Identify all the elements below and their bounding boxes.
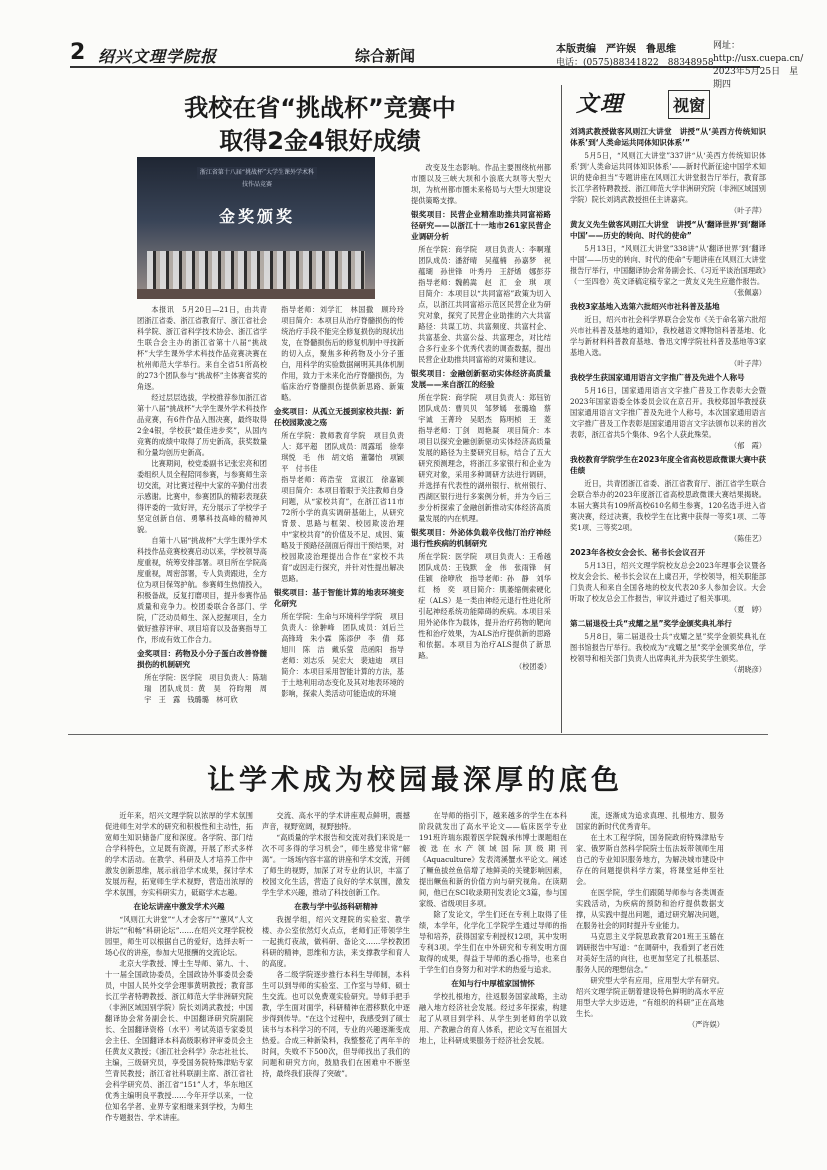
editor-info [556, 40, 714, 70]
subheading: 银奖项目：基于智能计算的地表环境变化研究 [274, 588, 404, 608]
byline: （校团委） [515, 662, 551, 671]
sidebar-item-source: （叶子萍） [730, 359, 766, 368]
subheading: 在论坛讲座中激发学术兴趣 [133, 902, 225, 911]
section-divider [68, 734, 768, 735]
section-name: 综合新闻 [355, 47, 416, 65]
sidebar-item-title: 我校3家基地入选第六批绍兴市社科普及基地 [570, 302, 720, 311]
paragraph: 除了发论文，学生们还在专利上取得了佳绩，本学年，化学化工学院学生通过导师的指导和培养，获得国家专利授权12项，其中发明专利3项。学生们在中外研究和专利发明方面取得的成果，得益于导师的悉心指导，也来自于学生们自身努力和对学术的热爱与追求。 [419, 910, 567, 974]
bottom-column-2 [262, 810, 410, 1165]
sidebar-item-title: 我校教育学院学生在2023年度全省高校思政微课大赛中获佳绩 [570, 455, 766, 475]
subheading: 在教与学中弘扬科研精神 [294, 902, 378, 911]
paragraph: 在导师的指引下，越来越多的学生在本科阶段就发出了高水平论文——临床医学专业191班许瑞东跟着医学院魏承伟博士课题组在被选在水产领域国际顶级期刊《Aquaculture》发表湾溪蟹水平论文。阐述了鳜鱼拔丝鱼倍增了地鲜美的关键影响因素，提出鳜鱼和新的价值方向与研究视角。在读期间，他已在SCI收录期刊发表论文3篇，参与国家级、省级项目多项。 [419, 811, 567, 908]
photo-caption: 金奖颁奖 [218, 207, 295, 226]
date-line: 2023年5月25日 星期四 [713, 67, 799, 90]
subheading: 金奖项目：从孤立无援到家校共振：新任校园欺凌之殇 [274, 407, 404, 427]
paragraph: 流，逐渐成为追求真理、扎根地方、服务国家的新时代优秀青年。 [576, 811, 724, 831]
bottom-column-4 [576, 810, 724, 1165]
main-column-2 [274, 304, 412, 729]
paragraph: 在医学院，学生们跟随导师参与各类调查实践活动，为疾病的预防和治疗提供数据支撑，从实践中提出问题，通过研究解决问题，在服务社会的同时提升专业能力。 [576, 888, 724, 930]
sidebar-item [570, 301, 766, 369]
paragraph: 经过层层选拔，学校推荐参加浙江省第十八届“挑战杯”大学生课外学术科技作品竞赛，有6件作品入围决赛，最终取得2金4银，学校获“最佳进步奖”，从国内竞赛的成绩中取得了历史新高，获奖数量和分量均创历史新高。 [137, 393, 267, 457]
sidebar-item-source: （叶子萍） [730, 206, 766, 215]
sidebar-title [562, 85, 762, 121]
subheading: 银奖项目：民营企业精准助推共同富裕路径研究——以浙江十一地市261家民营企业调研分析 [411, 210, 551, 241]
sidebar-item-body: 5月13日，“风则江大讲堂”338讲“从‘翻译世界’到‘翻译中国’——历史的转向、时代的使命”专题讲座在风则江大讲堂报告厅举行，中国翻译协会常务副会长、《习近平谈治国理政》（一至四卷）英文译稿定稿专家之一黄友义先生应邀作报告。 [570, 244, 766, 286]
paragraph: 各二级学院逐步推行本科生导师制，本科生可以到导师的实验室、工作室与导师、硕士生交流。也可以免费观实验研究。导师手把手教，学生面对面学，科研精神在潜移默化中逐步得到传导。“在这个过程中，我感受到了硕士读书与本科学习的不同，专业的兴趣逐渐变成热爱。合成三种新染料，我整整花了两年半的时间，失败不下500次，但导师找出了我们的问题和研究方向，鼓励我们在困难中不断坚持，最终我们获得了突破”。 [262, 970, 410, 1078]
sidebar-item [570, 547, 766, 615]
page-number: 2 [70, 40, 86, 65]
sidebar-item [570, 454, 766, 544]
headline-line-1: 我校在省“挑战杯”竞赛中 [184, 94, 456, 122]
project-meta: 所在学院：商学院 项目负责人：郑钰钫 团队成员：曹贝贝 邹梦嫣 张璐瑜 蔡宇诚 王菁玲 吴昭杰 陈明桢 王 菱 指导老师：丁剑 周艳凝 项目简介：本项目以探究金融创新驱动实体经济高质量发展的路径为主要研究目标，结合了五大研究预测理念，将浙江多家银行和企业为研究对象，采用多种调研方法进行调研，并选择有代表性的湖州银行、杭州银行、西湖区银行进行多案例分析，并为今后三步分析探索了金融创新推动实体经济高质量发展的内在机理。 [418, 393, 559, 523]
project-meta: 所在学院：生命与环境科学学院 项目负责人：徐翀峰 团队成员：刘后兰 高锋琦 朱小霖 陈添伊 李 倩 郑旭川 陈 洁 戴乐萤 范函阳 指导老师：刘志乐 吴宏大 裴迪迪 项目简介：本项目采用智能计算的方法，基于土地利用动态变化及其对地表环境的影响，探索人类活动可能造成的环境 [281, 612, 412, 698]
sidebar-item-source: （张佩嘉） [730, 288, 766, 297]
sidebar-item-title: 2023年各校女会会长、秘书长会议召开 [570, 548, 706, 557]
paragraph: 学校扎根地方，往返服务国家战略，主动融入地方经济社会发展。经过多年探索，构建起了从项目到学科、从学生到老师的学以致用、产教融合的育人体系，把论文写在祖国大地上，让科研成果服务于经济社会发展。 [419, 992, 567, 1045]
sidebar-item [570, 618, 766, 675]
paragraph: 交流、高水平的学术讲座观点鲜明，震撼声音，视野宽阔，视野独特。 [262, 811, 410, 831]
sidebar-item-source: （胡晓彦） [730, 665, 766, 674]
paragraph: 本报讯 5月20日—21日，由共青团浙江省委、浙江省教育厅、浙江省社会科学院、浙江省科学技术协会、浙江省学生联合会主办的浙江省第十八届“挑战杯”大学生课外学术科技作品竞赛决赛在杭州师范大学举行。来自全省51所高校的273个团队参与“挑战杯”主体赛省奖的角逐。 [137, 305, 267, 391]
editor-line: 本版责编 严许娱 鲁思维 [556, 44, 676, 55]
project-meta: 所在学院：商学院 项目负责人：李啊瑾 团队成员：潘舒晴 吴蕴楠 孙嘉梦 祝蕴瑚 孙世锋 叶秀丹 王舒烯 娜彭芬 指导老师：魏鹤嵩 赵 汇 金 琪 项目简介：本项目以“共同富裕”政策为切入点，以浙江共同富裕示范区民营企业为研究对象，探究了民营企业助推的六大共富路径：共谋工坊、共富频度、共富村企、共富基金、共富公益、共富理念，对比结合多行业多个优秀代表的调查数据，提出民营企业助推共同富裕的对策和建议。 [418, 245, 559, 364]
sidebar-item-body: 5月13日，绍兴文理学院校友总会2023年理事会议暨各校友会会长、秘书长会议在上虞召开，学校领导，相关职能部门负责人和来自全国各地的校友代表20多人参加会议。大会听取了校友总会工作报告，审议并通过了相关事项。 [570, 561, 766, 603]
paragraph: “风则江大讲堂”“人才会客厅”“蕙风”人文讲坛”“和畅”科研论坛”……在绍兴文理学院校园里，师生可以根据自己的爱好，选择去听一场心仪的讲座，参加大见报酬的交流论坛。 [105, 915, 253, 957]
sidebar-item [570, 219, 766, 298]
main-headline [140, 92, 500, 158]
sidebar-item-body: 5月8日，第二届退役士兵“戎耀之星”奖学金颁奖典礼在图书馆报告厅举行。我校成为“戎耀之星”奖学金颁奖单位，学校领导和相关部门负责人出席典礼并为获奖学生颁奖。 [570, 632, 766, 663]
award-ceremony-photo [137, 157, 375, 299]
sidebar-item-title: 我校学生获国家通用语言文字推广普及先进个人称号 [570, 373, 745, 382]
project-meta: 所在学院：医学院 项目负责人：陈瑞瑞 团队成员：黄 昊 符昀翔 周 宇 王 露 钱璐璐 林可欣 [144, 673, 275, 704]
paragraph: 在土木工程学院，国务院政府特殊津贴专家、俄罗斯自然科学院院士伍法坂带领师生用自己的专业知识服务地方，为解决城市建设中存在的问题提供科学方案，将课堂延伸至社会。 [576, 833, 724, 886]
headline-line-2: 取得2金4银好成绩 [219, 127, 421, 155]
bottom-column-3 [419, 810, 567, 1165]
subheading: 金奖项目：药物及小分子蛋白改善脊髓损伤的机制研究 [137, 649, 267, 669]
sidebar-item-source: （夏 婷） [730, 605, 766, 614]
project-meta: 指导老师：蒋浩莹 宣淑江 徐嘉颖 项目简介：本项目着眼于关注教师自身问题，从“家校共育”，在浙江省11市72所小学的真实调研基础上，从研究背景、思路与框架、校园欺凌治理中“家校共育”的价值及不足、成因、策略及于预路径剖面后得出干预结果，对校园欺凌治理提出合作在“家校不共育”或因走行探究，并针对性提出解决思路。 [281, 475, 412, 583]
photo-stage [137, 289, 375, 299]
subheading: 银奖项目：外泌体负载辛伐他汀治疗神经退行性疾病的机制研究 [411, 528, 551, 548]
main-column-3 [411, 162, 559, 729]
sidebar-item-body: 近日，绍兴市社会科学界联合会发布《关于命名第六批绍兴市社科普及基地的通知》，我校越语文博物馆科普基地、化学与新材料科普教育基地、鲁迅文博学院社科普及基地等3家基地入选。 [570, 315, 766, 357]
sidebar-item-body: 5月16日，国家通用语言文字推广普及工作表彰大会暨2023年国家语委全体委员会议在京召开。我校郑国华教授获国家通用语言文字推广普及先进个人称号，本次国家通用语言文字推广普及工作表彰是国家通用语言文字法颁布以来的首次表彰，浙江省共5个集体、9名个人获此殊荣。 [570, 386, 766, 439]
sidebar-title-main: 文理 [576, 91, 625, 117]
paragraph: 比赛期间，校党委副书记张宏亮和团委组织人员全程陪同参赛，与参赛师生亲切交流，对比赛过程中大家的辛勤付出表示感谢。比赛中，参赛团队的精彩表现获得评委的一致好评，充分展示了学校学子坚定创新自信、勇攀科技高峰的精神风貌。 [137, 459, 267, 534]
paragraph: 研究型大学有应用，应用型大学有研究。绍兴文理学院正朝着建设特色鲜明的高水平应用型大学大步迈进，“有组织的科研”正在高地生长。 [576, 976, 724, 1018]
bottom-column-1 [105, 810, 253, 1165]
sidebar-item-title: 第二届退役士兵“戎耀之星”奖学金颁奖典礼举行 [570, 619, 732, 628]
sidebar-item-title: 黄友义先生做客风则江大讲堂 讲授“从‘翻译世界’到‘翻译中国’——历史的转向、时代的使命” [570, 220, 766, 240]
news-sidebar [561, 85, 768, 733]
project-meta: 所在学院：教师教育学院 项目负责人：郑平超 团队成员：周露瑶 徐奉琪悦 毛 伟 胡文焰 董馨怡 项颖平 付书佳 [281, 431, 404, 473]
sidebar-item [570, 126, 766, 216]
bottom-headline: 让学术成为校园最深厚的底色 [206, 763, 623, 796]
paragraph: 北京大学教授、博士生导师、第九、十、十一届全国政协委员，全国政协外事委员会委员，中国人民外交学会理事黄明教授；教育部长江学者特聘教授、浙江师范大学非洲研究院（非洲区域国别学院）院长刘鸿武教授；中国翻译协会常务副会长、中国翻译研究院副院长、全国翻译资格（水平）考试英语专家委员会主任、全国翻译本科高级职称评审委员会主任黄友义教授；《浙江社会科学》杂志社社长、主编，三级研究员，享受国务院特殊津贴专家竺青民教授；浙江省社科联副主席、浙江省社会科学研究员、浙江省“151”人才，华东地区优秀主编明良平教授……今年开学以来，一位位知名学者、业界专家相继来到学校，为师生作专题报告、学术讲座。 [105, 959, 253, 1122]
sidebar-body [570, 123, 766, 729]
newspaper-name: 绍兴文理学院报 [98, 47, 218, 66]
sidebar-item-body: 5月5日，“风则江大讲堂”337讲“从‘美西方传统知识体系’到‘人类命运共同体知识体系’——新时代新征途中国学术知识的使命担当”专题讲座在风则江大讲堂报告厅举行，教育部长江学者特聘教授、浙江师范大学非洲研究院（非洲区域国别学院）院长刘鸿武教授担任主讲嘉宾。 [570, 151, 766, 204]
subheading: 银奖项目：金融创新驱动实体经济高质量发展——来自浙江的经验 [411, 369, 551, 389]
sidebar-item-title: 刘鸿武教授做客风则江大讲堂 讲授“从‘美西方传统知识体系’到‘人类命运共同体知识体系’” [570, 127, 766, 147]
paragraph: 自第十八届“挑战杯”大学生课外学术科技作品竞赛校赛启动以来，学校领导高度重视，统筹安排部署。项目所在学院高度重视，周密部署，专人负责跟进，全方位为项目保驾护航。参赛师生热情投入，积极备战，反复打磨项目，提升参赛作品质量和竞争力。校团委联合各部门、学院，广泛动员师生、深入挖掘项目，全力做好推荐评审、项目培育以及备赛指导工作，形成有效工作合力。 [137, 536, 267, 644]
sidebar-item-source: （郁 霞） [730, 441, 766, 450]
paragraph: “高质量的学术报告和交流对我们来说是一次不可多得的学习机会”，师生感觉非常“解渴”。一场场内容丰富的讲座和学术交流，开阔了师生的视野，加深了对专业的认识，丰富了校园文化生活，营造了良好的学术氛围，激发学生学术兴趣，推动了科技创新工作。 [262, 833, 410, 897]
paragraph: 我握学组，绍兴文理院的实验室、教学楼、办公室依然灯火点点，老师们正带领学生一起挑灯夜战，做科研、备论文……学校教团科研的精神，思维和方法，来支撑教学和育人的高度。 [262, 915, 410, 968]
phone-line: 电话：(0575)88341822 88348958 [556, 58, 714, 68]
paragraph: 改变及生态影响。作品主要围绕杭州都市圈以及三峡大坝和小浪底大坝等大型大坝，为杭州都市圈未来格局与大型大坝建设提供策略支撑。 [411, 163, 551, 205]
byline: （严许娱） [688, 1020, 724, 1029]
masthead [70, 40, 804, 90]
project-meta: 指导老师：刘学汇 林国撒 顾玲玲 项目简介：本项目从治疗脊髓损伤的传统治疗手段不能完全修复损伤的现状出发，在脊髓损伤后的修复机制中寻找新的切入点，聚焦多种药物及小分子蛋白，用科学的实验数据阐明其具体机制作用，致力于未来化治疗脊髓损伤，为临床治疗脊髓损伤提供新思路、新策略。 [281, 305, 412, 402]
subheading: 在知与行中厚植家国情怀 [451, 979, 535, 988]
photo-people [147, 251, 365, 291]
sidebar-item [570, 372, 766, 451]
paragraph: 近年来，绍兴文理学院以浓厚的学术氛围促进师生对学术的研究和积极性和主动性，拓宽师生知识储备广度和深度。各学院、部门结合学科特色，立足既有资源，开展了形式多样的学术活动。在教学、科研及人才培养工作中激发创新思维，展示前沿学术成果，探讨学术发展历程，拓宽师生学术视野，营造出浓厚的学术氛围，夯实科研实力，砥砺学术志趣。 [105, 811, 253, 897]
paragraph: 马克思主义学院思政教育201班王玉璐在调研报告中写道：“在调研中，我看到了老百姓对美好生活的向往，也更加坚定了扎根基层、服务人民的理想信念。” [576, 932, 724, 974]
project-meta: 所在学院：医学院 项目负责人：王希越 团队成员：王钱默 金 伟 张雨锋 何佳颖 徐咿欣 指导老师：孙 静 刘华红 杨 奕 项目简介：肌萎缩侧索硬化症（ALS）是一类由神经元退行性进化所引起神经系统功能障碍的疾病。本项目采用外泌体作为载体，提升治疗药物的靶向性和治疗效果，为ALS治疗提供新的思路和依据。本项目为治疗ALS提供了新思路。 [418, 552, 559, 660]
photo-banner: 浙江省第十八届“挑战杯”大学生课外学术科技作品竞赛 [197, 167, 317, 179]
sidebar-item-body: 近日，共青团浙江省委、浙江省教育厅、浙江省学生联合会联合举办的2023年度浙江省高校思政微课大赛结果揭晓。本届大赛共有109所高校610名师生参赛，120名选手进入省赛决赛，经过决赛，我校学生在比赛中获得一等奖1项、二等奖1项、三等奖2项。 [570, 479, 766, 532]
website-line[interactable]: 网址：http://usx.cuepa.cn/ [713, 41, 804, 64]
sidebar-title-sub: 视窗 [668, 90, 710, 119]
sidebar-item-source: （陈佳艺） [730, 534, 766, 543]
main-column-1 [137, 304, 275, 729]
